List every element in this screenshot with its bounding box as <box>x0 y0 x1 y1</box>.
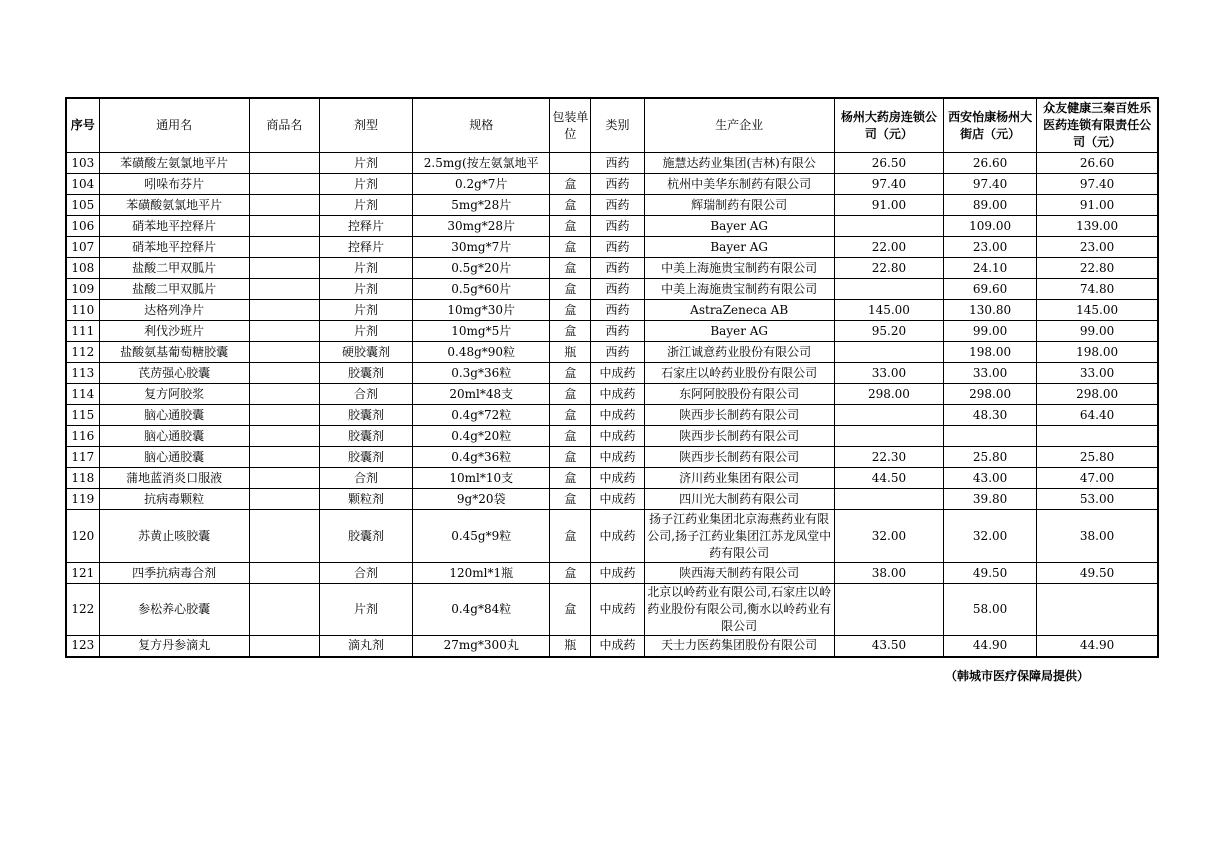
cell-store3-price: 74.80 <box>1037 279 1158 300</box>
cell-manufacturer: AstraZeneca AB <box>644 300 834 321</box>
cell-store2-price: 97.40 <box>944 174 1037 195</box>
cell-store3-price: 97.40 <box>1037 174 1158 195</box>
cell-store3-price: 298.00 <box>1037 384 1158 405</box>
header-category: 类别 <box>591 98 644 153</box>
cell-package-unit: 盒 <box>550 216 591 237</box>
cell-dosage-form: 胶囊剂 <box>319 405 412 426</box>
cell-store3-price: 91.00 <box>1037 195 1158 216</box>
cell-store1-price: 26.50 <box>834 153 943 174</box>
table-row <box>66 510 1158 563</box>
cell-category: 西药 <box>591 174 644 195</box>
cell-dosage-form: 硬胶囊剂 <box>319 342 412 363</box>
cell-store3-price: 33.00 <box>1037 363 1158 384</box>
cell-spec: 10mg*5片 <box>413 321 550 342</box>
cell-generic-name: 苏黄止咳胶囊 <box>99 510 249 563</box>
cell-store1-price: 145.00 <box>834 300 943 321</box>
cell-dosage-form: 片剂 <box>319 584 412 636</box>
cell-manufacturer: Bayer AG <box>644 321 834 342</box>
cell-dosage-form: 片剂 <box>319 258 412 279</box>
cell-package-unit: 盒 <box>550 447 591 468</box>
cell-store3-price <box>1037 584 1158 636</box>
cell-generic-name: 盐酸二甲双胍片 <box>99 258 249 279</box>
cell-package-unit: 盒 <box>550 237 591 258</box>
cell-package-unit: 盒 <box>550 489 591 510</box>
table-row <box>66 405 1158 426</box>
cell-category: 西药 <box>591 321 644 342</box>
cell-store1-price: 33.00 <box>834 363 943 384</box>
table-row <box>66 489 1158 510</box>
cell-seq: 119 <box>66 489 99 510</box>
cell-generic-name: 复方阿胶浆 <box>99 384 249 405</box>
cell-category: 中成药 <box>591 510 644 563</box>
cell-package-unit <box>550 153 591 174</box>
cell-store3-price: 139.00 <box>1037 216 1158 237</box>
cell-store2-price: 130.80 <box>944 300 1037 321</box>
cell-package-unit: 盒 <box>550 279 591 300</box>
cell-category: 西药 <box>591 237 644 258</box>
cell-manufacturer: 北京以岭药业有限公司,石家庄以岭药业股份有限公司,衡水以岭药业有限公司 <box>644 584 834 636</box>
cell-brand-name <box>249 174 319 195</box>
table-header-row <box>66 98 1158 153</box>
cell-spec: 0.5g*60片 <box>413 279 550 300</box>
cell-seq: 118 <box>66 468 99 489</box>
cell-store3-price: 49.50 <box>1037 563 1158 584</box>
cell-generic-name: 硝苯地平控释片 <box>99 237 249 258</box>
cell-store1-price <box>834 489 943 510</box>
cell-store2-price: 298.00 <box>944 384 1037 405</box>
cell-manufacturer: 辉瑞制药有限公司 <box>644 195 834 216</box>
table-row <box>66 342 1158 363</box>
cell-manufacturer: 中美上海施贵宝制药有限公司 <box>644 258 834 279</box>
cell-package-unit: 盒 <box>550 426 591 447</box>
cell-store2-price: 198.00 <box>944 342 1037 363</box>
cell-dosage-form: 合剂 <box>319 468 412 489</box>
cell-spec: 27mg*300丸 <box>413 636 550 657</box>
table-row <box>66 426 1158 447</box>
cell-store3-price: 44.90 <box>1037 636 1158 657</box>
cell-store1-price: 91.00 <box>834 195 943 216</box>
cell-package-unit: 盒 <box>550 384 591 405</box>
cell-category: 西药 <box>591 342 644 363</box>
cell-store2-price: 69.60 <box>944 279 1037 300</box>
cell-seq: 106 <box>66 216 99 237</box>
table-row <box>66 584 1158 636</box>
cell-generic-name: 利伐沙班片 <box>99 321 249 342</box>
cell-category: 西药 <box>591 153 644 174</box>
cell-spec: 30mg*28片 <box>413 216 550 237</box>
cell-category: 中成药 <box>591 426 644 447</box>
cell-spec: 0.5g*20片 <box>413 258 550 279</box>
cell-store3-price: 47.00 <box>1037 468 1158 489</box>
drug-price-table <box>65 97 1159 658</box>
cell-spec: 0.45g*9粒 <box>413 510 550 563</box>
cell-dosage-form: 片剂 <box>319 153 412 174</box>
cell-package-unit: 盒 <box>550 563 591 584</box>
cell-dosage-form: 胶囊剂 <box>319 426 412 447</box>
cell-store2-price: 44.90 <box>944 636 1037 657</box>
cell-dosage-form: 片剂 <box>319 279 412 300</box>
cell-manufacturer: 陕西步长制药有限公司 <box>644 405 834 426</box>
cell-store1-price <box>834 426 943 447</box>
cell-brand-name <box>249 153 319 174</box>
cell-category: 中成药 <box>591 468 644 489</box>
cell-store1-price <box>834 216 943 237</box>
table-row <box>66 636 1158 657</box>
cell-store2-price: 49.50 <box>944 563 1037 584</box>
cell-seq: 112 <box>66 342 99 363</box>
cell-store1-price: 44.50 <box>834 468 943 489</box>
cell-store3-price: 22.80 <box>1037 258 1158 279</box>
cell-store1-price: 43.50 <box>834 636 943 657</box>
cell-seq: 114 <box>66 384 99 405</box>
cell-store3-price: 99.00 <box>1037 321 1158 342</box>
table-row <box>66 153 1158 174</box>
cell-seq: 108 <box>66 258 99 279</box>
cell-generic-name: 盐酸氨基葡萄糖胶囊 <box>99 342 249 363</box>
cell-brand-name <box>249 489 319 510</box>
header-seq: 序号 <box>66 98 99 153</box>
cell-manufacturer: Bayer AG <box>644 237 834 258</box>
cell-store2-price: 33.00 <box>944 363 1037 384</box>
cell-manufacturer: 四川光大制药有限公司 <box>644 489 834 510</box>
cell-seq: 120 <box>66 510 99 563</box>
source-note: （韩城市医疗保障局提供） <box>945 669 1090 683</box>
cell-brand-name <box>249 405 319 426</box>
header-package-unit: 包装单位 <box>550 98 591 153</box>
cell-store3-price: 26.60 <box>1037 153 1158 174</box>
table-row <box>66 363 1158 384</box>
cell-spec: 9g*20袋 <box>413 489 550 510</box>
cell-store3-price: 198.00 <box>1037 342 1158 363</box>
cell-dosage-form: 控释片 <box>319 237 412 258</box>
cell-dosage-form: 控释片 <box>319 216 412 237</box>
cell-generic-name: 达格列净片 <box>99 300 249 321</box>
cell-store1-price: 95.20 <box>834 321 943 342</box>
cell-store1-price <box>834 342 943 363</box>
table-row <box>66 258 1158 279</box>
cell-store2-price: 58.00 <box>944 584 1037 636</box>
table-row <box>66 279 1158 300</box>
cell-category: 中成药 <box>591 584 644 636</box>
cell-package-unit: 盒 <box>550 363 591 384</box>
cell-generic-name: 参松养心胶囊 <box>99 584 249 636</box>
cell-brand-name <box>249 195 319 216</box>
cell-generic-name: 蒲地蓝消炎口服液 <box>99 468 249 489</box>
cell-store1-price: 22.80 <box>834 258 943 279</box>
cell-seq: 109 <box>66 279 99 300</box>
cell-package-unit: 盒 <box>550 174 591 195</box>
table-row <box>66 237 1158 258</box>
cell-spec: 0.3g*36粒 <box>413 363 550 384</box>
cell-brand-name <box>249 468 319 489</box>
cell-package-unit: 盒 <box>550 195 591 216</box>
cell-store1-price: 32.00 <box>834 510 943 563</box>
cell-store2-price: 25.80 <box>944 447 1037 468</box>
cell-brand-name <box>249 342 319 363</box>
cell-store2-price: 89.00 <box>944 195 1037 216</box>
cell-generic-name: 吲哚布芬片 <box>99 174 249 195</box>
cell-brand-name <box>249 584 319 636</box>
cell-generic-name: 苯磺酸左氨氯地平片 <box>99 153 249 174</box>
cell-store2-price: 48.30 <box>944 405 1037 426</box>
cell-brand-name <box>249 216 319 237</box>
cell-generic-name: 脑心通胶囊 <box>99 426 249 447</box>
cell-dosage-form: 胶囊剂 <box>319 447 412 468</box>
cell-store3-price: 53.00 <box>1037 489 1158 510</box>
cell-store2-price: 43.00 <box>944 468 1037 489</box>
cell-generic-name: 脑心通胶囊 <box>99 447 249 468</box>
cell-store3-price: 145.00 <box>1037 300 1158 321</box>
table-row <box>66 563 1158 584</box>
cell-generic-name: 抗病毒颗粒 <box>99 489 249 510</box>
table-row <box>66 174 1158 195</box>
cell-category: 中成药 <box>591 447 644 468</box>
cell-spec: 5mg*28片 <box>413 195 550 216</box>
table-body <box>66 153 1158 657</box>
cell-spec: 0.4g*36粒 <box>413 447 550 468</box>
cell-manufacturer: 济川药业集团有限公司 <box>644 468 834 489</box>
cell-brand-name <box>249 237 319 258</box>
cell-category: 中成药 <box>591 563 644 584</box>
cell-dosage-form: 合剂 <box>319 384 412 405</box>
cell-package-unit: 瓶 <box>550 636 591 657</box>
cell-brand-name <box>249 384 319 405</box>
cell-store1-price <box>834 279 943 300</box>
cell-dosage-form: 滴丸剂 <box>319 636 412 657</box>
cell-spec: 20ml*48支 <box>413 384 550 405</box>
cell-seq: 107 <box>66 237 99 258</box>
cell-spec: 0.48g*90粒 <box>413 342 550 363</box>
cell-generic-name: 硝苯地平控释片 <box>99 216 249 237</box>
cell-store3-price: 38.00 <box>1037 510 1158 563</box>
cell-store2-price: 23.00 <box>944 237 1037 258</box>
cell-store2-price: 26.60 <box>944 153 1037 174</box>
cell-store1-price: 22.00 <box>834 237 943 258</box>
cell-brand-name <box>249 321 319 342</box>
cell-store2-price <box>944 426 1037 447</box>
cell-seq: 121 <box>66 563 99 584</box>
cell-store1-price: 97.40 <box>834 174 943 195</box>
cell-spec: 10mg*30片 <box>413 300 550 321</box>
cell-package-unit: 盒 <box>550 468 591 489</box>
header-store1-price: 杨州大药房连锁公司（元） <box>834 98 943 153</box>
table-row <box>66 447 1158 468</box>
cell-store3-price: 23.00 <box>1037 237 1158 258</box>
cell-manufacturer: 陕西步长制药有限公司 <box>644 426 834 447</box>
cell-brand-name <box>249 363 319 384</box>
cell-category: 中成药 <box>591 363 644 384</box>
cell-brand-name <box>249 300 319 321</box>
cell-seq: 113 <box>66 363 99 384</box>
cell-dosage-form: 胶囊剂 <box>319 510 412 563</box>
cell-store1-price: 38.00 <box>834 563 943 584</box>
cell-spec: 0.4g*84粒 <box>413 584 550 636</box>
header-store2-price: 西安怡康杨州大街店（元） <box>944 98 1037 153</box>
cell-manufacturer: 扬子江药业集团北京海燕药业有限公司,扬子江药业集团江苏龙凤堂中药有限公司 <box>644 510 834 563</box>
cell-dosage-form: 片剂 <box>319 174 412 195</box>
cell-spec: 0.4g*20粒 <box>413 426 550 447</box>
cell-brand-name <box>249 258 319 279</box>
cell-store3-price: 25.80 <box>1037 447 1158 468</box>
cell-brand-name <box>249 279 319 300</box>
cell-spec: 10ml*10支 <box>413 468 550 489</box>
header-brand-name: 商品名 <box>249 98 319 153</box>
cell-generic-name: 盐酸二甲双胍片 <box>99 279 249 300</box>
cell-dosage-form: 片剂 <box>319 321 412 342</box>
cell-seq: 103 <box>66 153 99 174</box>
cell-store1-price <box>834 584 943 636</box>
cell-store2-price: 99.00 <box>944 321 1037 342</box>
cell-dosage-form: 片剂 <box>319 300 412 321</box>
cell-generic-name: 苯磺酸氨氯地平片 <box>99 195 249 216</box>
cell-generic-name: 复方丹参滴丸 <box>99 636 249 657</box>
cell-category: 西药 <box>591 258 644 279</box>
cell-seq: 116 <box>66 426 99 447</box>
cell-brand-name <box>249 447 319 468</box>
cell-package-unit: 盒 <box>550 321 591 342</box>
cell-package-unit: 盒 <box>550 510 591 563</box>
header-spec: 规格 <box>413 98 550 153</box>
cell-package-unit: 瓶 <box>550 342 591 363</box>
cell-manufacturer: 中美上海施贵宝制药有限公司 <box>644 279 834 300</box>
cell-generic-name: 芪苈强心胶囊 <box>99 363 249 384</box>
cell-category: 西药 <box>591 300 644 321</box>
cell-category: 西药 <box>591 279 644 300</box>
cell-brand-name <box>249 636 319 657</box>
cell-category: 西药 <box>591 195 644 216</box>
table-row <box>66 195 1158 216</box>
cell-category: 中成药 <box>591 405 644 426</box>
cell-dosage-form: 片剂 <box>319 195 412 216</box>
cell-dosage-form: 胶囊剂 <box>319 363 412 384</box>
header-manufacturer: 生产企业 <box>644 98 834 153</box>
cell-category: 西药 <box>591 216 644 237</box>
cell-manufacturer: 陕西步长制药有限公司 <box>644 447 834 468</box>
cell-seq: 117 <box>66 447 99 468</box>
cell-seq: 122 <box>66 584 99 636</box>
cell-category: 中成药 <box>591 384 644 405</box>
cell-seq: 123 <box>66 636 99 657</box>
table-row <box>66 384 1158 405</box>
cell-seq: 110 <box>66 300 99 321</box>
cell-brand-name <box>249 426 319 447</box>
cell-store3-price <box>1037 426 1158 447</box>
header-dosage-form: 剂型 <box>319 98 412 153</box>
cell-package-unit: 盒 <box>550 258 591 279</box>
cell-spec: 0.2g*7片 <box>413 174 550 195</box>
cell-package-unit: 盒 <box>550 300 591 321</box>
cell-brand-name <box>249 510 319 563</box>
cell-seq: 111 <box>66 321 99 342</box>
cell-manufacturer: 天士力医药集团股份有限公司 <box>644 636 834 657</box>
cell-category: 中成药 <box>591 636 644 657</box>
cell-store1-price <box>834 405 943 426</box>
table-row <box>66 300 1158 321</box>
cell-seq: 104 <box>66 174 99 195</box>
cell-spec: 0.4g*72粒 <box>413 405 550 426</box>
cell-manufacturer: 陕西海天制药有限公司 <box>644 563 834 584</box>
cell-manufacturer: 东阿阿胶股份有限公司 <box>644 384 834 405</box>
cell-package-unit: 盒 <box>550 584 591 636</box>
cell-spec: 2.5mg(按左氨氯地平 <box>413 153 550 174</box>
cell-dosage-form: 颗粒剂 <box>319 489 412 510</box>
cell-seq: 115 <box>66 405 99 426</box>
cell-manufacturer: 浙江诚意药业股份有限公司 <box>644 342 834 363</box>
cell-dosage-form: 合剂 <box>319 563 412 584</box>
table-row <box>66 321 1158 342</box>
table-row <box>66 468 1158 489</box>
cell-package-unit: 盒 <box>550 405 591 426</box>
cell-store3-price: 64.40 <box>1037 405 1158 426</box>
cell-spec: 120ml*1瓶 <box>413 563 550 584</box>
cell-store2-price: 32.00 <box>944 510 1037 563</box>
header-store3-price: 众友健康三秦百姓乐医药连锁有限责任公司（元） <box>1037 98 1158 153</box>
cell-store2-price: 24.10 <box>944 258 1037 279</box>
cell-brand-name <box>249 563 319 584</box>
cell-store1-price: 22.30 <box>834 447 943 468</box>
cell-manufacturer: 石家庄以岭药业股份有限公司 <box>644 363 834 384</box>
cell-generic-name: 四季抗病毒合剂 <box>99 563 249 584</box>
cell-generic-name: 脑心通胶囊 <box>99 405 249 426</box>
cell-store1-price: 298.00 <box>834 384 943 405</box>
cell-store2-price: 39.80 <box>944 489 1037 510</box>
cell-store2-price: 109.00 <box>944 216 1037 237</box>
cell-manufacturer: 杭州中美华东制药有限公司 <box>644 174 834 195</box>
cell-manufacturer: Bayer AG <box>644 216 834 237</box>
header-generic-name: 通用名 <box>99 98 249 153</box>
table-row <box>66 216 1158 237</box>
cell-manufacturer: 施慧达药业集团(吉林)有限公 <box>644 153 834 174</box>
cell-category: 中成药 <box>591 489 644 510</box>
cell-spec: 30mg*7片 <box>413 237 550 258</box>
cell-seq: 105 <box>66 195 99 216</box>
